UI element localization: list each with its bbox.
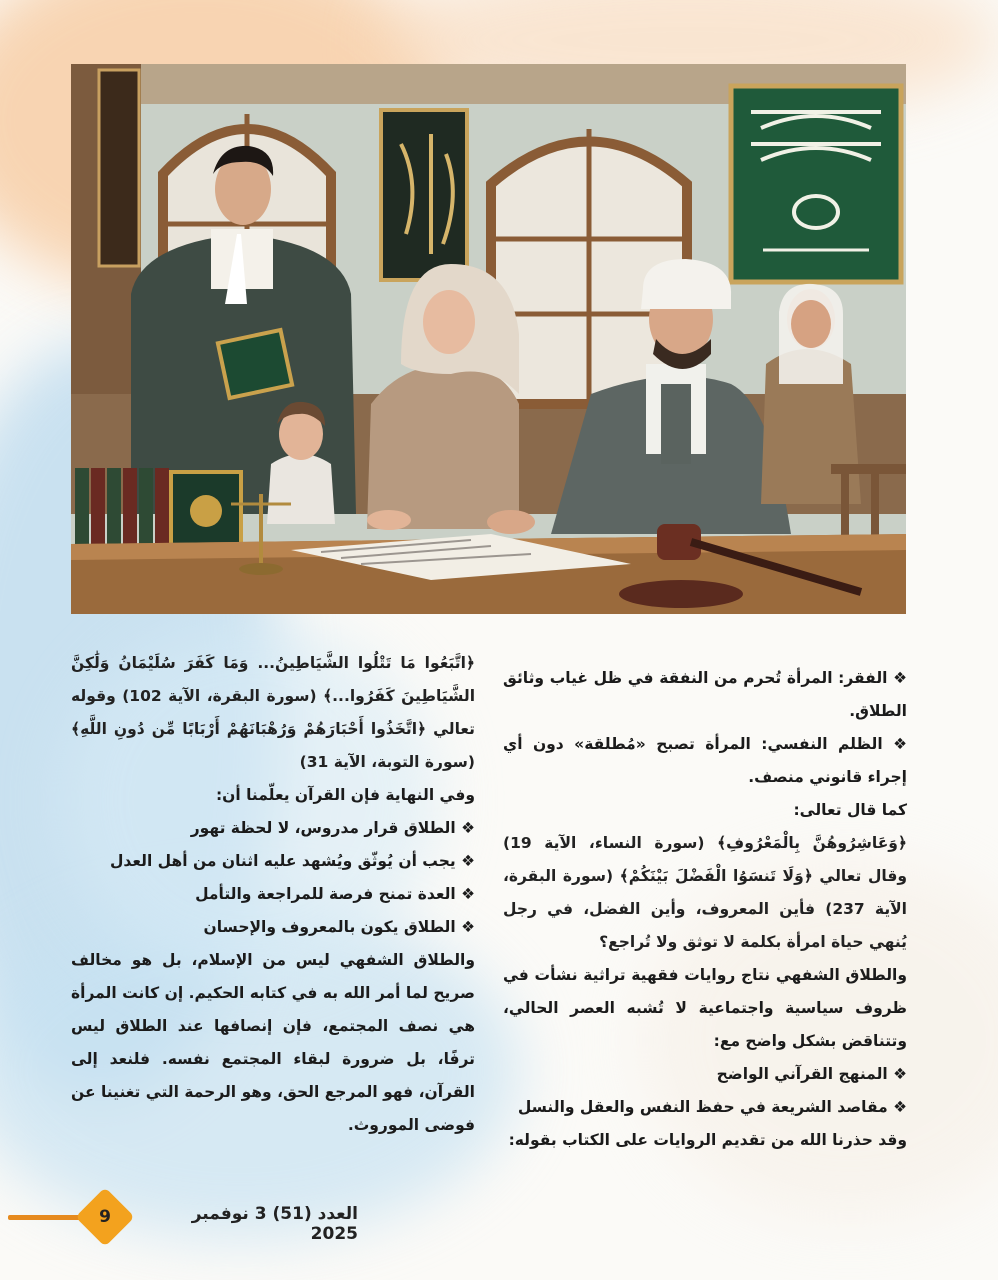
oral-divorce-paragraph: والطلاق الشفهي نتاج روايات فقهية تراثية نشأت في ظروف سياسية واجتماعية لا تُشبه العصر الحالي، وتتناقض بشكل واضح مع: <box>503 966 907 1050</box>
article-column-left <box>71 647 475 1142</box>
bullet-psychological-injustice: ❖ الظلم النفسي: المرأة تصبح «مُطلقة» دون أي إجراء قانوني منصف. <box>503 735 907 786</box>
warning-paragraph: وقد حذرنا الله من تقديم الروايات على الكتاب بقوله: <box>508 1131 907 1149</box>
article-column-right <box>503 662 907 1157</box>
bullet-quranic-approach: ❖ المنهج القرآني الواضح <box>716 1065 907 1083</box>
bullet-waiting-period: ❖ العدة تمنح فرصة للمراجعة والتأمل <box>195 885 475 903</box>
quran-quote-paragraph: ﴿وَعَاشِرُوهُنَّ بِالْمَعْرُوفِ﴾ (سورة النساء، الآية 19) وقال تعالي ﴿وَلَا تَنسَوُا الْفَضْلَ بَيْنَكُمْ﴾ (سورة البقرة، الآية 237) فأين المعروف، وأين الفضل، في رجل يُنهي حياة امرأة بكلمة لا توثق ولا تُراجع؟ <box>503 834 907 951</box>
bullet-documentation: ❖ يجب أن يُوثّق ويُشهد عليه اثنان من أهل العدل <box>109 852 475 870</box>
closing-paragraph: والطلاق الشفهي ليس من الإسلام، بل هو مخالف صريح لما أمر الله به في كتابه الحكيم. إن كانت المرأة هي نصف المجتمع، فإن إنصافها عند الطلاق ليس ترفًا، بل ضرورة لبقاء المجتمع نفسه. فلنعد إلى القرآن، فهو المرجع الحق، وهو الرحمة التي تغنينا عن فوضى الموروث. <box>71 951 475 1134</box>
quran-quote-paragraph: ﴿اتَّبَعُوا مَا تَتْلُوا الشَّيَاطِينُ... وَمَا كَفَرَ سُلَيْمَانُ وَلَٰكِنَّ الشَّيَاطِينَ كَفَرُوا...﴾ (سورة البقرة، الآية 102) وقوله تعالي ﴿اتَّخَذُوا أَحْبَارَهُمْ وَرُهْبَانَهُمْ أَرْبَابًا مِّن دُونِ اللَّهِ﴾ (سورة التوبة، الآية 31) <box>71 654 476 771</box>
bullet-kindness: ❖ الطلاق يكون بالمعروف والإحسان <box>203 918 475 936</box>
page-number: 9 <box>99 1207 111 1227</box>
bullet-sharia-objectives: ❖ مقاصد الشريعة في حفظ النفس والعقل والنسل <box>517 1098 907 1116</box>
footer-line <box>8 1215 84 1220</box>
quote-intro: كما قال تعالى: <box>793 801 907 819</box>
courtroom-illustration <box>71 64 906 614</box>
issue-info: العدد (51) 3 نوفمبر 2025 <box>191 1204 358 1244</box>
bullet-considered-decision: ❖ الطلاق قرار مدروس، لا لحظة تهور <box>190 819 475 837</box>
bullet-poverty: ❖ الفقر: المرأة تُحرم من النفقة في ظل غياب وثائق الطلاق. <box>503 669 907 720</box>
conclusion-intro: وفي النهاية فإن القرآن يعلّمنا أن: <box>215 786 475 804</box>
